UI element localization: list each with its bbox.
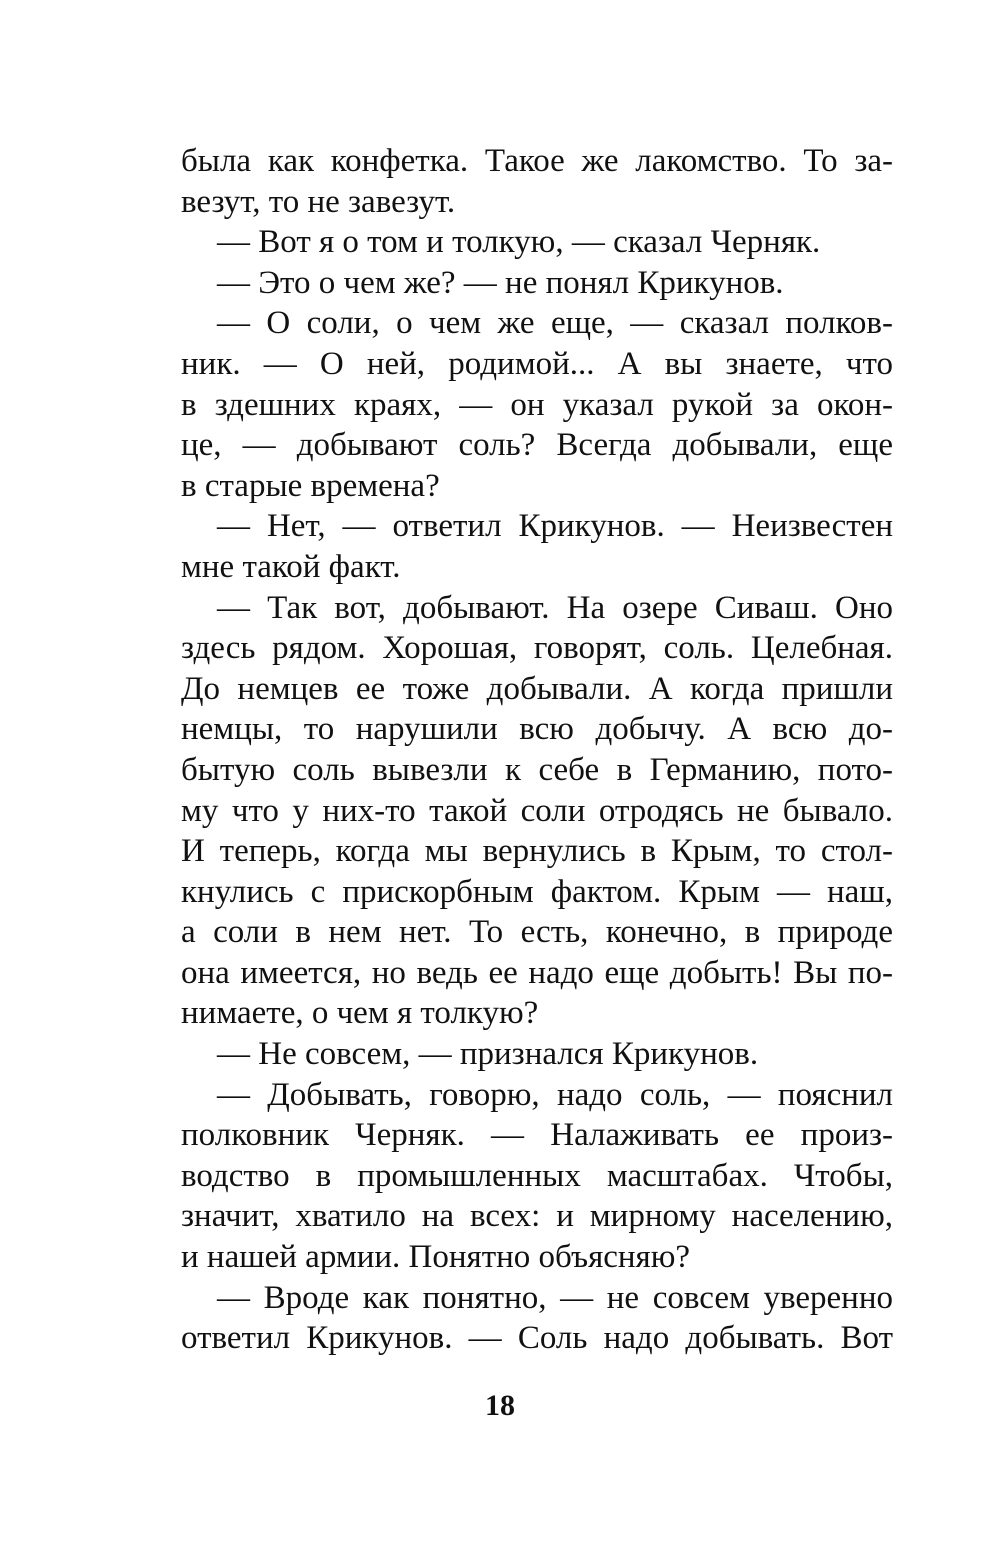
text-line: И теперь, когда мы вернулись в Крым, то стол- [181,833,893,870]
text-line: везут, то не завезут. [181,183,456,220]
text-line: ответил Крикунов. — Соль надо добывать. Вот [181,1320,893,1357]
text-line: — Вроде как понятно, — не совсем уверенно [217,1279,893,1316]
text-line: была как конфетка. Такое же лакомство. То за- [181,143,893,179]
text-line: ник. — О ней, родимой... А вы знаете, что [181,345,893,382]
text-line: — Вот я о том и толкую, — сказал Черняк. [217,224,821,261]
text-line: немцы, то нарушили всю добычу. А всю до- [181,711,893,748]
text-line: — Добывать, говорю, надо соль, — пояснил [217,1076,893,1113]
text-line: — Нет, — ответил Крикунов. — Неизвестен [217,508,893,545]
text-line: мне такой факт. [181,548,401,585]
text-line: в старые времена? [181,467,440,504]
text-line: полковник Черняк. — Налаживать ее произ- [181,1117,893,1154]
text-line: кнулись с прискорбным фактом. Крым — наш, [181,873,893,910]
text-line: нимаете, о чем я толкую? [181,995,539,1032]
body-text [181,141,893,1359]
text-line: — О соли, о чем же еще, — сказал полков- [217,305,893,342]
text-line: водство в промышленных масштабах. Чтобы, [181,1157,893,1194]
text-line: бытую соль вывезли к себе в Германию, пото- [181,751,893,788]
text-line: — Так вот, добывают. На озере Сиваш. Оно [217,589,893,626]
text-line: — Не совсем, — признался Крикунов. [217,1036,759,1073]
text-line: в здешних краях, — он указал рукой за окон- [181,386,893,423]
text-line: а соли в нем нет. То есть, конечно, в природе [181,914,893,951]
text-line: она имеется, но ведь ее надо еще добыть! Вы по- [181,954,893,991]
text-line: це, — добывают соль? Всегда добывали, еще [181,427,893,464]
text-line: До немцев ее тоже добывали. А когда пришли [181,670,893,707]
page-number: 18 [485,1389,515,1422]
text-line: и нашей армии. Понятно объясняю? [181,1239,691,1276]
text-line: — Это о чем же? — не понял Крикунов. [217,264,784,301]
text-line: здесь рядом. Хорошая, говорят, соль. Целебная. [181,630,893,667]
text-line: значит, хватило на всех: и мирному населению, [181,1198,893,1235]
text-line: му что у них-то такой соли отродясь не бывало. [181,792,893,829]
